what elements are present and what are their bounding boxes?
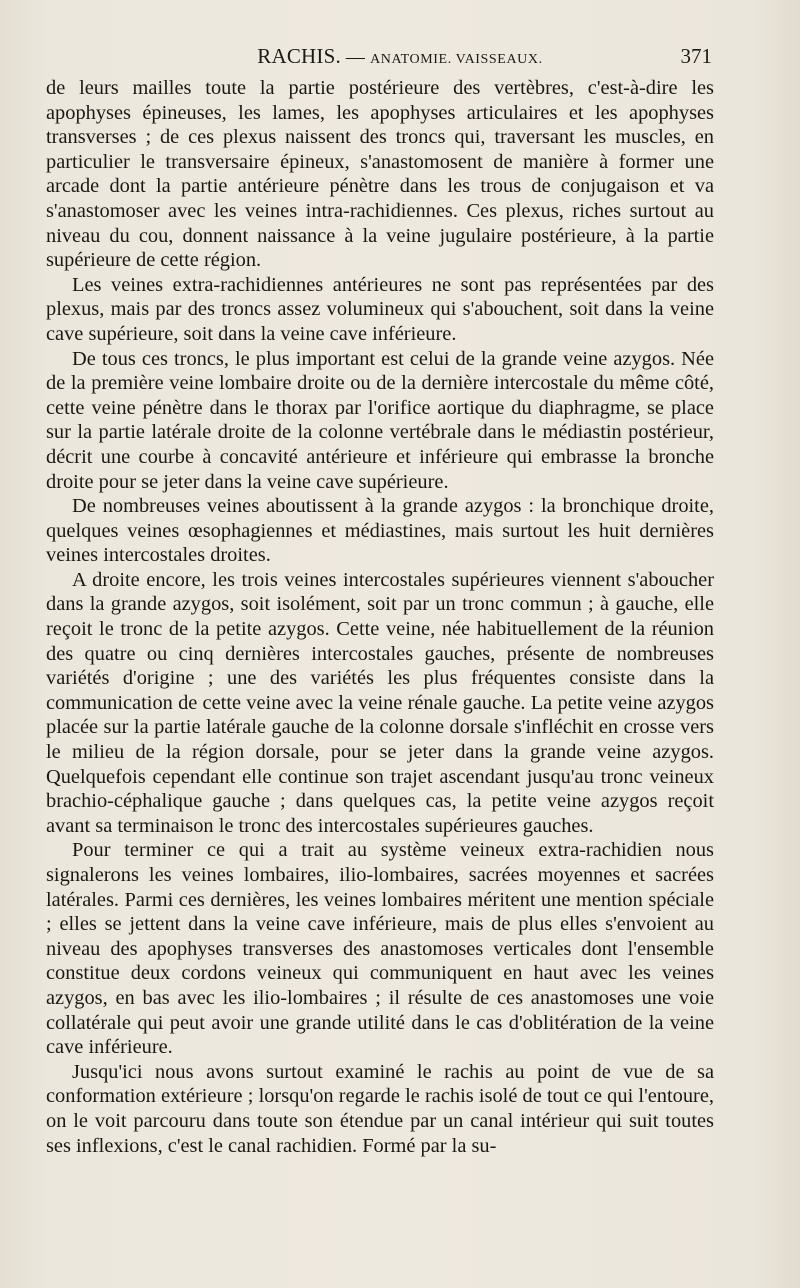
- paragraph-7: Jusqu'ici nous avons surtout examiné le rachis au point de vue de sa conformation extérieure ; lorsqu'on regarde le rachis isolé de tout ce qui l'entoure, on le voit parcouru dans toute son étendue par un canal intérieur qui suit toutes ses inflexions, c'est le canal rachidien. Formé par la su-: [46, 1060, 714, 1157]
- page-header: [0, 44, 800, 72]
- paragraph-5: A droite encore, les trois veines intercostales supérieures viennent s'aboucher dans la grande azygos, soit isolément, soit par un tronc commun ; à gauche, elle reçoit le tronc de la petite azygos. Cette veine, née habituellement de la réunion des quatre ou cinq dernières intercostales gauches, présente de nombreuses variétés d'origine ; une des variétés les plus fréquentes consiste dans la communication de cette veine avec la veine rénale gauche. La petite veine azygos placée sur la partie latérale gauche de la colonne dorsale s'infléchit en crosse vers le milieu de la région dorsale, pour se jeter dans la grande veine azygos. Quelquefois cependant elle continue son trajet ascendant jusqu'au tronc veineux brachio-céphalique gauche ; dans quelques cas, la petite veine azygos reçoit avant sa terminaison le tronc des intercostales supérieures gauches.: [46, 568, 714, 837]
- page-number: 371: [680, 44, 712, 68]
- paragraph-6: Pour terminer ce qui a trait au système veineux extra-rachidien nous signalerons les veines lombaires, ilio-lombaires, sacrées moyennes et sacrées latérales. Parmi ces dernières, les veines lombaires méritent une mention spéciale ; elles se jettent dans la veine cave inférieure, mais de plus elles s'envoient au niveau des apophyses transverses des anastomoses verticales dont l'ensemble constitue deux cordons veineux qui communiquent en haut avec les veines azygos, en bas avec les ilio-lombaires ; il résulte de ces anastomoses une voie collatérale qui peut avoir une grande utilité dans le cas d'oblitération de la veine cave inférieure.: [46, 839, 714, 1059]
- paragraph-4: De nombreuses veines aboutissent à la grande azygos : la bronchique droite, quelques veines œsophagiennes et médiastines, mais surtout les huit dernières veines intercostales droites.: [46, 495, 714, 567]
- running-title-main: RACHIS.: [257, 44, 341, 68]
- running-title-dash: —: [340, 47, 371, 68]
- paragraph-2: Les veines extra-rachidiennes antérieures ne sont pas représentées par des plexus, mais par des troncs assez volumineux qui s'abouchent, soit dans la veine cave supérieure, soit dans la veine cave inférieure.: [46, 273, 714, 345]
- paragraph-1: de leurs mailles toute la partie postérieure des vertèbres, c'est-à-dire les apophyses épineuses, les lames, les apophyses articulaires et les apophyses transverses ; de ces plexus naissent des troncs qui, traversant les muscles, en particulier le transversaire épineux, s'anastomosent de manière à former une arcade dont la partie antérieure pénètre dans les trous de conjugaison et va s'anastomoser avec les veines intra-rachidiennes. Ces plexus, riches surtout au niveau du cou, donnent naissance à la veine jugulaire postérieure, à la partie supérieure de cette région.: [46, 77, 714, 272]
- running-title-sub: ANATOMIE. VAISSEAUX.: [370, 52, 543, 67]
- paragraph-3: De tous ces troncs, le plus important est celui de la grande veine azygos. Née de la première veine lombaire droite ou de la dernière intercostale du même côté, cette veine pénètre dans le thorax par l'orifice aortique du diaphragme, se place sur la partie latérale droite de la colonne vertébrale dans le médiastin postérieur, décrit une courbe à concavité antérieure et inférieure qui embrasse la bronche droite pour se jeter dans la veine cave supérieure.: [46, 347, 714, 493]
- body-text: [46, 76, 714, 1158]
